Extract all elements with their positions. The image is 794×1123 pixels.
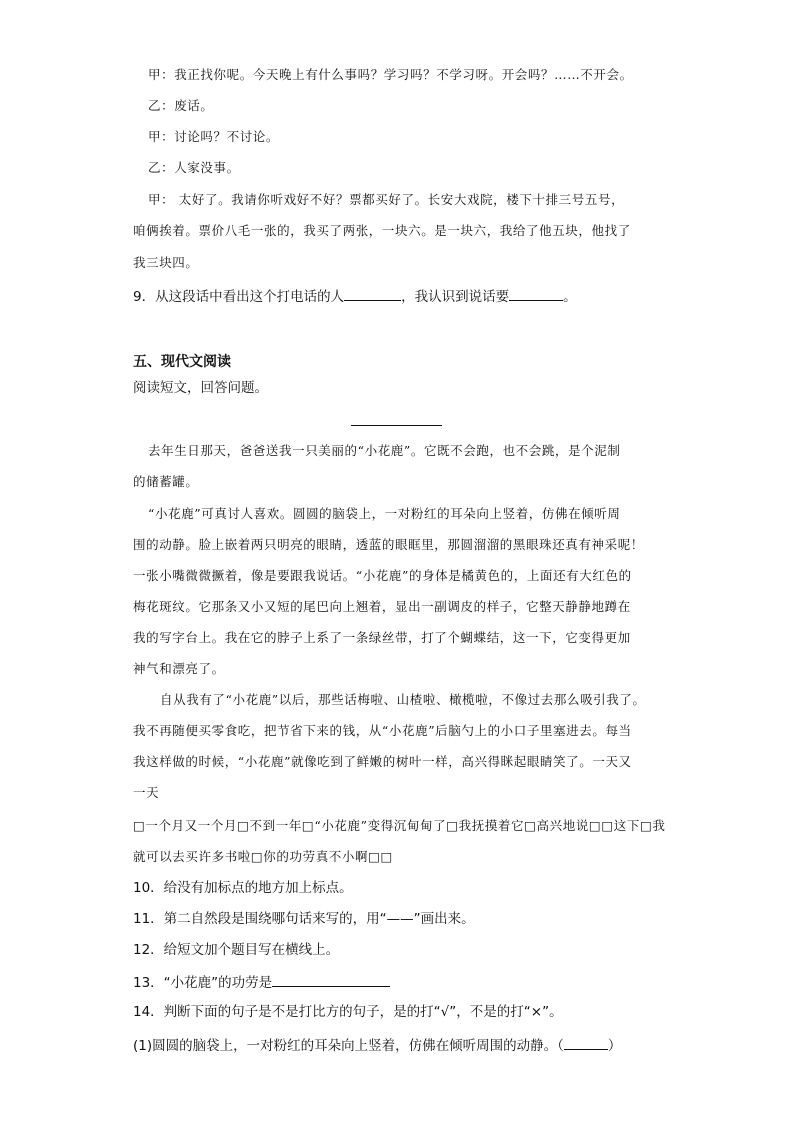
question-11: 11．第二自然段是围绕哪句话来写的，用“——”画出来。 — [133, 911, 475, 927]
passage-p2-line-2: 围的动静。脸上嵌着两只明亮的眼睛，透蓝的眼眶里，那圆溜溜的黑眼珠还真有神采呢！ — [133, 537, 644, 552]
passage-p2-line-6: 神气和漂亮了。 — [133, 661, 225, 676]
passage-p3-line-3: 我这样做的时候，“小花鹿”就像吃到了鲜嫩的树叶一样，高兴得眯起眼睛笑了。一天又 — [133, 754, 632, 769]
question-13-blank[interactable] — [272, 973, 390, 987]
passage-p3-line-4: 一天 — [133, 785, 160, 800]
question-14-1-blank[interactable] — [564, 1036, 608, 1050]
question-13 — [133, 973, 390, 991]
section-heading: 五、现代文阅读 — [133, 354, 231, 370]
question-9-text-2: ，我认识到说话要 — [401, 289, 510, 305]
passage-p3-line-2: 我不再随便买零食吃，把节省下来的钱，从“小花鹿”后脑勺上的小口子里塞进去。每当 — [133, 723, 632, 738]
section-instruction: 阅读短文，回答问题。 — [133, 380, 268, 396]
dialogue-line-7: 我三块四。 — [133, 255, 199, 270]
title-blank-line[interactable] — [351, 425, 442, 426]
passage-p2-line-1: “小花鹿”可真讨人喜欢。圆圆的脑袋上，一对粉红的耳朵向上竖着，仿佛在倾听周 — [148, 506, 621, 521]
passage-p2-line-5: 我的写字台上。我在它的脖子上系了一条绿丝带，打了个蝴蝶结，这一下，它变得更加 — [133, 630, 631, 645]
question-12: 12．给短文加个题目写在横线上。 — [133, 942, 340, 958]
question-14-1-text: (1)圆圆的脑袋上，一对粉红的耳朵向上竖着，仿佛在倾听周围的动静。（ — [133, 1038, 564, 1054]
question-9-text-1: 9．从这段话中看出这个打电话的人 — [133, 289, 345, 305]
question-10: 10．给没有加标点的地方加上标点。 — [133, 880, 353, 896]
question-14-1-close: ） — [607, 1038, 622, 1054]
dialogue-line-1: 甲：我正找你呢。今天晚上有什么事吗？学习吗？不学习呀。开会吗？……不开会。 — [148, 67, 633, 82]
question-9-text-3: 。 — [563, 289, 577, 305]
dialogue-line-4: 乙：人家没事。 — [148, 160, 240, 175]
passage-p1-line-2: 的储蓄罐。 — [133, 474, 199, 489]
question-13-text: 13．“小花鹿”的功劳是 — [133, 975, 273, 991]
question-9-blank-2[interactable] — [509, 287, 563, 301]
dialogue-line-3: 甲：讨论吗？不讨论。 — [148, 129, 280, 144]
question-14-1 — [133, 1036, 621, 1054]
question-9-blank-1[interactable] — [344, 287, 401, 301]
dialogue-line-6: 咱俩挨着。票价八毛一张的，我买了两张，一块六。是一块六，我给了他五块，他找了 — [133, 223, 631, 238]
dialogue-line-5: 甲： 太好了。我请你听戏好不好？票都买好了。长安大戏院，楼下十排三号五号， — [148, 192, 625, 207]
passage-p2-line-4: 梅花斑纹。它那条又小又短的尾巴向上翘着，显出一副调皮的样子，它整天静静地蹲在 — [133, 599, 631, 614]
passage-p1-line-1: 去年生日那天，爸爸送我一只美丽的“小花鹿”。它既不会跑，也不会跳，是个泥制 — [148, 443, 621, 458]
dialogue-line-2: 乙：废话。 — [148, 98, 214, 113]
question-14: 14．判断下面的句子是不是打比方的句子，是的打“√”，不是的打“×”。 — [133, 1004, 563, 1020]
passage-p3-line-1: 自从我有了“小花鹿”以后，那些话梅啦、山楂啦、橄榄啦，不像过去那么吸引我了。 — [160, 692, 646, 707]
passage-p3-line-6: 就可以去买许多书啦□你的功劳真不小啊□□ — [133, 849, 393, 864]
passage-p3-line-5: □一个月又一个月□不到一年□“小花鹿”变得沉甸甸了□我抚摸着它□高兴地说□□这下□我 — [133, 818, 666, 833]
passage-p2-line-3: 一张小嘴微微撅着，像是要跟我说话。“小花鹿”的身体是橘黄色的，上面还有大红色的 — [133, 568, 632, 583]
question-9 — [133, 287, 577, 305]
